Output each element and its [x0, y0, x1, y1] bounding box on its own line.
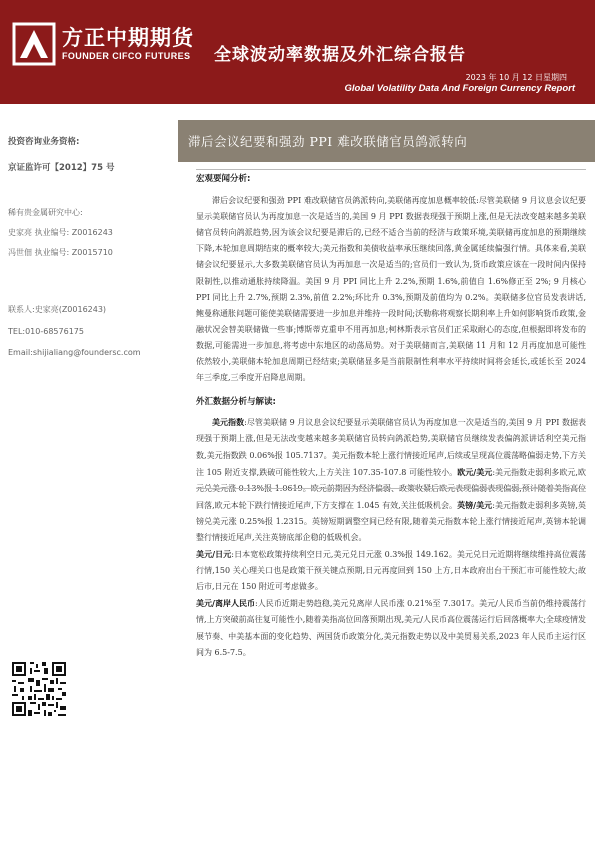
main-content	[196, 171, 586, 661]
report-date: 2023 年 10 月 12 日星期四	[465, 73, 567, 82]
fx-item-usd-jpy	[196, 546, 586, 595]
fx-item-usd-cnh	[196, 595, 586, 660]
fx-item-text: :美元指数走弱利多英镑,英镑兑美元涨 0.25%报 1.2315。英镑短期调整空间已经有限,随着美元指数本轮上涨行情接近尾声,英镑本轮调整行情接近尾声,关注英镑底部企稳的低吸机会。	[196, 500, 587, 542]
contact-block	[8, 304, 176, 357]
fx-item-text: :美元指数走弱利多欧元,欧元兑美元涨 0.13%报 1.0619。欧元前期因为经济偏弱、政策收紧后欧元表现偏弱表现偏弱,预计随着美指高位回落,欧元本轮下跌行情接近尾声,下方支撑在 1.045 有效,关注低吸机会。	[196, 467, 587, 510]
report-title: 全球波动率数据及外汇综合报告	[214, 45, 466, 65]
fx-heading: 外汇数据分析与解读:	[196, 397, 276, 408]
company-logo	[12, 20, 202, 80]
divider	[196, 169, 586, 170]
qualification-label: 投资咨询业务资格:	[8, 137, 80, 147]
fx-item-text: :尽管美联储 9 月议息会议纪要显示美联储官员认为再度加息一次是适当的,美国 9 月 PPI 数据表现强于预期上涨,但是无法改变越来越多美联储官员转向鸽派趋势,美联储官员继续发表偏鸽派讲话利空美元指数,美元指数跌 0.06%报 105.7137。美元指数本轮上涨行情接近尾声,后续或呈现高位震荡略偏弱走势,下方关注 105 附近支撑,跌破可能性较大,上方关注 107.35-107.8 可能性较小。	[196, 418, 586, 477]
logo-english-name: FOUNDER CIFCO FUTURES	[62, 51, 191, 61]
fx-item-usd-index	[196, 414, 586, 546]
research-center-label: 稀有贵金属研究中心:	[8, 208, 83, 217]
fx-item-lead: 美元指数	[212, 417, 245, 428]
sidebar-info	[8, 135, 176, 369]
macro-paragraph: 滞后会议纪要和强劲 PPI 难改联储官员鸽派转向,美联储再度加息概率较低:尽管美联储 9 月议息会议纪要显示美联储官员认为再度加息一次是适当的,美国 9 月 PPI 数据表现强于预期上涨,但是无法改变越来越多美联储官员转向鸽派趋势,因为该会议纪要是滞后的,已经不适合当前的经济与政策环境,美联储再度加息的预期继续下降,本轮加息周期结束的概率较大;美元指数和美债收益率承压继续回落,黄金属延续偏强行情。具体来看,美联储会议纪要显示,大多数美联储官员认为再加息一次是适当的;官员们一致认为,货币政策应该在一段时间内保持限制性,以推动通胀持续降温。美国 9 月 PPI 同比上升 2.2%,预期 1.6%,前值自 1.6%修正至 2%; 9 月核心 PPI 同比上升 2.7%,预期 2.3%,前值 2.2%;环比升 0.3%,预期及前值均为 0.2%。美联储多位官员发表讲话,鲍曼称通胀问题可能使美联储需要进一步加息并维持一段时间;沃勒称将观察长期利率上升如何影响货币政策,金融状况会替美联储做一些事;博斯蒂克重申不用再加息;柯林斯表示官员们正采取耐心的态度,但根据即将发布的数据,可能需进一步加息,将考虑中东地区的动荡局势。对于美联储而言,美联储 11 月和 12 月再度加息可能性依然较小,美联储本轮加息周期已经结束;美联储显多是当前限制性利率水平持续时间将会延长,或延长至 2024 年三季度,三季度开启降息周期。	[196, 196, 586, 383]
analyst-entry: 冯世佃 执业编号: Z0015710	[8, 248, 113, 257]
fx-item-lead: 欧元/美元	[457, 466, 493, 477]
fx-item-lead: 美元/离岸人民币	[196, 598, 256, 609]
section-title-bar	[178, 120, 595, 162]
report-title-english: Global Volatility Data And Foreign Currency Report	[344, 83, 575, 94]
license-number: 京证监许可【2012】75 号	[8, 163, 115, 173]
fx-item-text: :人民币近期走势趋稳,美元兑离岸人民币涨 0.21%至 7.3017。美元/人民币当前仍维持震荡行情,上方突破前高往复可能性小,随着美指高位回落预期出现,美元/人民币高位震荡运行后回落概率大;全球疫情发展节奏、中美基本面的变化趋势、两国货币政策分化,美元指数走势以及中美贸易关系,2023 年人民币主运行区间为 6.5-7.5。	[196, 599, 586, 657]
report-header	[0, 0, 595, 104]
logo-chinese-name: 方正中期期货	[62, 26, 194, 50]
founder-cifco-logo-icon	[12, 22, 56, 66]
macro-heading: 宏观要闻分析:	[196, 174, 251, 184]
section-title: 滞后会议纪要和强劲 PPI 难改联储官员鸽派转向	[188, 134, 468, 149]
divider	[196, 488, 586, 489]
fx-item-text: :日本宽松政策持续利空日元,美元兑日元涨 0.3%报 149.162。美元兑日元近期将继续维持高位震荡行情,150 关心理关口也是政策干预关键点预期,日元再度回到 150 上方,日本政府出台干预汇市可能性较大;故后市,日元在 150 附近可考虑做多。	[196, 550, 587, 592]
contact-email[interactable]: Email:shijialiang@foundersc.com	[8, 348, 141, 357]
contact-person: 联系人:史家亮(Z0016243)	[8, 305, 107, 314]
fx-item-lead: 英镑/美元	[457, 499, 493, 510]
qr-code-icon	[10, 660, 68, 718]
analyst-entry: 史家亮 执业编号: Z0016243	[8, 228, 113, 237]
fx-item-lead: 美元/日元	[196, 549, 232, 560]
contact-phone: TEL:010-68576175	[8, 327, 84, 336]
